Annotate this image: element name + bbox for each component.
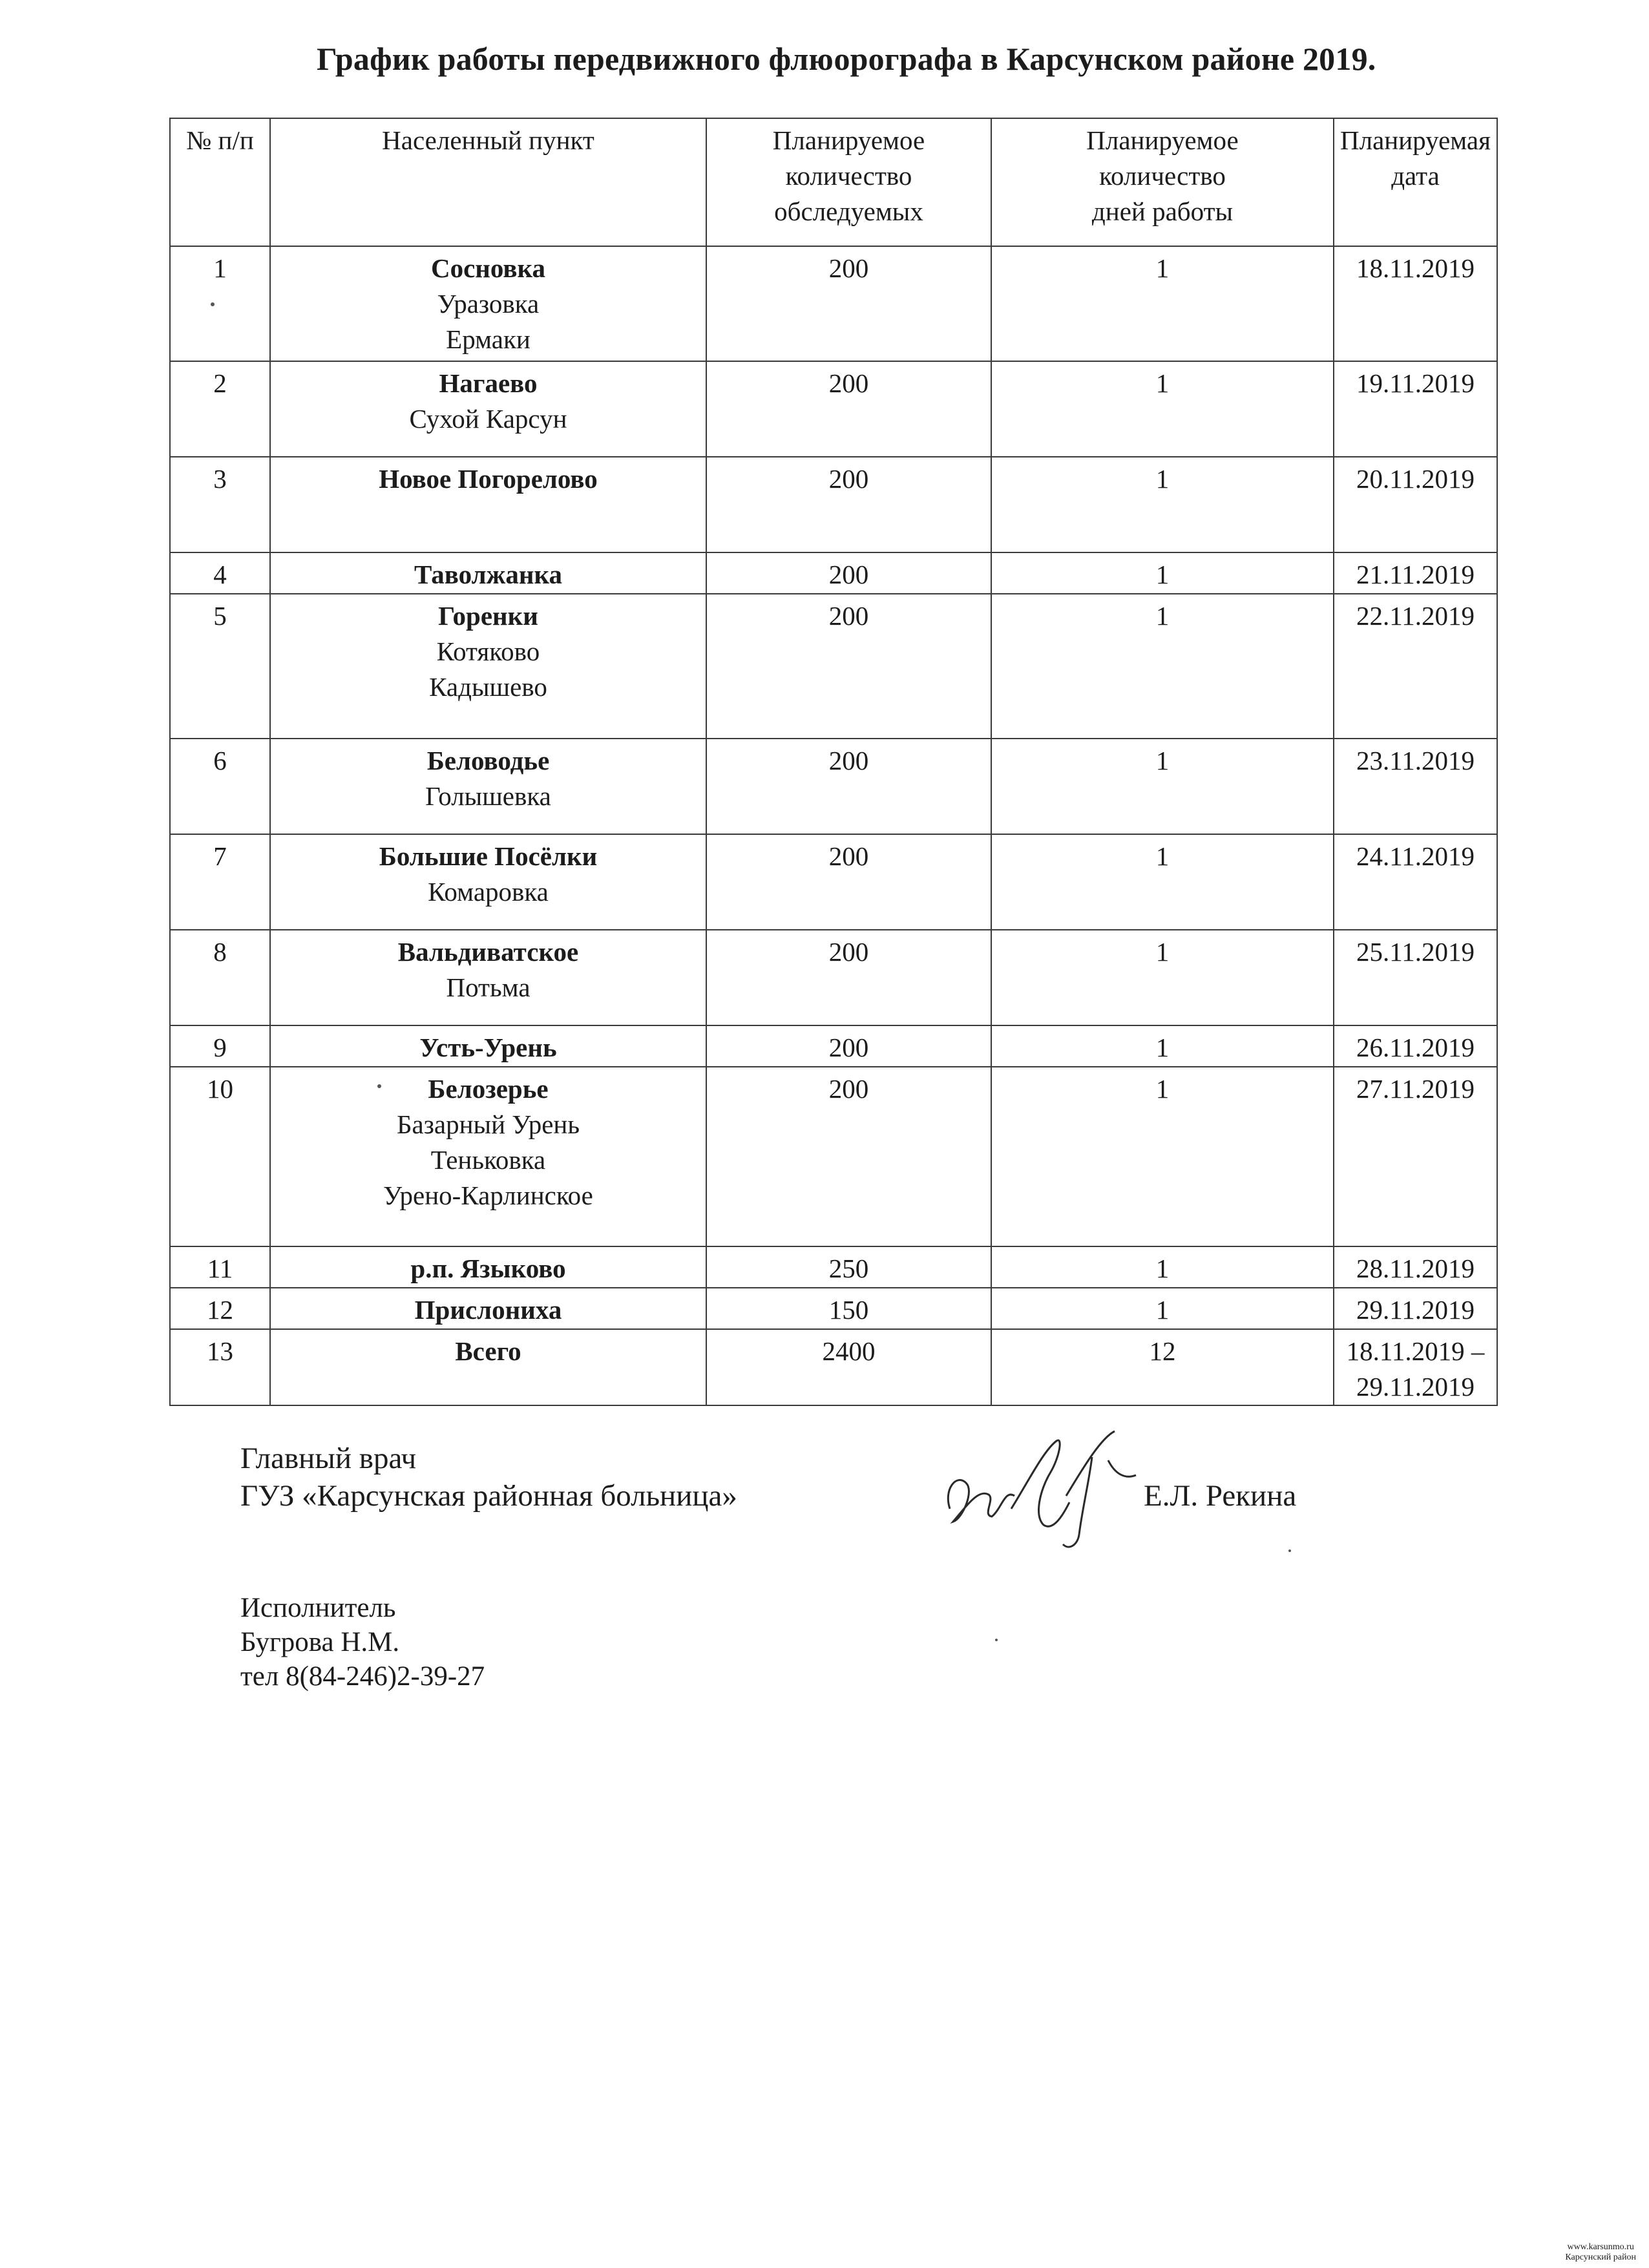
- row-number: 11: [170, 1246, 270, 1288]
- header-count-line: обследуемых: [774, 196, 923, 226]
- row-settlement: [270, 594, 706, 739]
- row-date: [1334, 552, 1497, 594]
- header-days-line: количество: [1099, 161, 1226, 191]
- header-date-line: дата: [1391, 161, 1440, 191]
- row-date: [1334, 739, 1497, 834]
- table-row: [170, 1067, 1497, 1246]
- table-header-row: [170, 118, 1497, 246]
- table-row: [170, 739, 1497, 834]
- settlement-main: Усть-Урень: [419, 1033, 557, 1062]
- table-row: [170, 1025, 1497, 1067]
- row-date-line: 23.11.2019: [1356, 746, 1475, 775]
- row-days: 1: [991, 1025, 1334, 1067]
- row-date-line: 20.11.2019: [1356, 464, 1475, 494]
- row-date-line: 27.11.2019: [1356, 1074, 1475, 1104]
- row-count: 250: [706, 1246, 991, 1288]
- row-number: 1: [170, 246, 270, 361]
- row-count: 200: [706, 457, 991, 552]
- row-count: 150: [706, 1288, 991, 1329]
- row-date: [1334, 1067, 1497, 1246]
- settlement-main: Большие Посёлки: [379, 841, 598, 871]
- row-date-line: 29.11.2019: [1356, 1295, 1475, 1325]
- settlement-main: Прислониха: [414, 1295, 562, 1325]
- watermark-region: Карсунский район: [1565, 2252, 1636, 2262]
- header-num: № п/п: [170, 118, 270, 246]
- site-watermark: [1565, 2242, 1636, 2263]
- row-count: 2400: [706, 1329, 991, 1405]
- row-settlement: [270, 1025, 706, 1067]
- table-row: [170, 834, 1497, 930]
- header-date-line: Планируемая: [1340, 125, 1491, 155]
- row-date: [1334, 1288, 1497, 1329]
- signoff-position-line2: ГУЗ «Карсунская районная больница»: [240, 1479, 737, 1513]
- row-count: 200: [706, 594, 991, 739]
- row-date-line: 18.11.2019 –: [1346, 1336, 1485, 1366]
- row-date-line: 22.11.2019: [1356, 601, 1475, 631]
- executor-name: Бугрова Н.М.: [240, 1627, 400, 1657]
- row-days: 1: [991, 361, 1334, 457]
- row-date: [1334, 457, 1497, 552]
- scan-speck: [995, 1639, 998, 1641]
- row-number: 5: [170, 594, 270, 739]
- settlement-main: Таволжанка: [414, 560, 562, 589]
- row-number: 4: [170, 552, 270, 594]
- settlement-sub: Котяково: [436, 636, 540, 666]
- row-days: 1: [991, 552, 1334, 594]
- header-date: [1334, 118, 1497, 246]
- row-number: 2: [170, 361, 270, 457]
- watermark-url: www.karsunmo.ru: [1567, 2242, 1634, 2252]
- settlement-main: Новое Погорелово: [379, 464, 598, 494]
- row-settlement: [270, 1329, 706, 1405]
- row-settlement: [270, 1288, 706, 1329]
- header-count-line: Планируемое: [772, 125, 925, 155]
- settlement-main: Белозерье: [428, 1074, 549, 1104]
- row-date: [1334, 361, 1497, 457]
- row-count: 200: [706, 739, 991, 834]
- table-row: [170, 594, 1497, 739]
- row-count: 200: [706, 1067, 991, 1246]
- row-date: [1334, 1025, 1497, 1067]
- row-days: 1: [991, 1067, 1334, 1246]
- row-date: [1334, 246, 1497, 361]
- executor-phone: тел 8(84-246)2-39-27: [240, 1661, 485, 1692]
- row-days: 1: [991, 930, 1334, 1025]
- row-count: 200: [706, 834, 991, 930]
- row-settlement: [270, 930, 706, 1025]
- row-days: 1: [991, 1246, 1334, 1288]
- row-count: 200: [706, 1025, 991, 1067]
- settlement-sub: Комаровка: [428, 877, 549, 907]
- row-date-line: 21.11.2019: [1356, 560, 1475, 589]
- settlement-sub: Кадышево: [429, 672, 547, 702]
- scan-speck: [1288, 1549, 1291, 1552]
- executor-label: Исполнитель: [240, 1593, 396, 1623]
- header-days: [991, 118, 1334, 246]
- row-number: 6: [170, 739, 270, 834]
- row-settlement: [270, 834, 706, 930]
- row-days: 1: [991, 594, 1334, 739]
- row-settlement: [270, 552, 706, 594]
- settlement-main: Беловодье: [426, 746, 550, 775]
- header-days-line: Планируемое: [1086, 125, 1239, 155]
- row-settlement: [270, 361, 706, 457]
- row-days: 12: [991, 1329, 1334, 1405]
- row-settlement: [270, 246, 706, 361]
- table-row: [170, 246, 1497, 361]
- row-days: 1: [991, 457, 1334, 552]
- row-count: 200: [706, 552, 991, 594]
- row-date-line: 19.11.2019: [1356, 368, 1475, 398]
- settlement-main: Всего: [455, 1336, 521, 1366]
- table-row: [170, 1329, 1497, 1405]
- settlement-sub: Потьма: [446, 972, 530, 1002]
- document-title: График работы передвижного флюорографа в Карсунском районе 2019.: [317, 41, 1376, 77]
- row-date-line: 29.11.2019: [1356, 1372, 1475, 1402]
- row-number: 9: [170, 1025, 270, 1067]
- header-place: Населенный пункт: [270, 118, 706, 246]
- executor-block: [240, 1591, 485, 1694]
- handwritten-signature: [930, 1412, 1144, 1560]
- signoff-position-line1: Главный врач: [240, 1442, 417, 1475]
- settlement-sub: Базарный Урень: [396, 1109, 580, 1139]
- header-days-line: дней работы: [1091, 196, 1234, 226]
- row-number: 12: [170, 1288, 270, 1329]
- row-date-line: 18.11.2019: [1356, 253, 1475, 283]
- row-number: 3: [170, 457, 270, 552]
- table-row: [170, 552, 1497, 594]
- row-number: 13: [170, 1329, 270, 1405]
- row-date: [1334, 1246, 1497, 1288]
- row-count: 200: [706, 361, 991, 457]
- row-days: 1: [991, 1288, 1334, 1329]
- row-date-line: 24.11.2019: [1356, 841, 1475, 871]
- scan-speck: [377, 1084, 381, 1088]
- signoff-position: [240, 1440, 737, 1515]
- settlement-sub: Теньковка: [430, 1145, 546, 1175]
- row-settlement: [270, 457, 706, 552]
- settlement-main: Сосновка: [430, 253, 546, 283]
- row-count: 200: [706, 246, 991, 361]
- header-count-line: количество: [785, 161, 912, 191]
- row-settlement: [270, 1246, 706, 1288]
- row-date: [1334, 930, 1497, 1025]
- signoff-name: Е.Л. Рекина: [1144, 1479, 1297, 1513]
- row-number: 10: [170, 1067, 270, 1246]
- scan-speck: [211, 302, 215, 306]
- row-number: 8: [170, 930, 270, 1025]
- row-settlement: [270, 1067, 706, 1246]
- row-days: 1: [991, 739, 1334, 834]
- table-row: [170, 361, 1497, 457]
- table-row: [170, 1246, 1497, 1288]
- table-row: [170, 457, 1497, 552]
- row-days: 1: [991, 834, 1334, 930]
- row-number: 7: [170, 834, 270, 930]
- row-date-line: 25.11.2019: [1356, 937, 1475, 967]
- table-row: [170, 1288, 1497, 1329]
- row-date-line: 26.11.2019: [1356, 1033, 1475, 1062]
- settlement-sub: Ермаки: [446, 324, 530, 354]
- settlement-sub: Урено-Карлинское: [383, 1181, 593, 1210]
- settlement-sub: Уразовка: [437, 289, 540, 319]
- settlement-main: Вальдиватское: [397, 937, 579, 967]
- settlement-main: Нагаево: [439, 368, 538, 398]
- row-settlement: [270, 739, 706, 834]
- settlement-sub: Голышевка: [425, 781, 551, 811]
- row-days: 1: [991, 246, 1334, 361]
- row-date: [1334, 594, 1497, 739]
- settlement-main: Горенки: [438, 601, 538, 631]
- row-date: [1334, 834, 1497, 930]
- settlement-main: р.п. Языково: [410, 1254, 566, 1283]
- header-count: [706, 118, 991, 246]
- row-date: [1334, 1329, 1497, 1405]
- row-date-line: 28.11.2019: [1356, 1254, 1475, 1283]
- table-row: [170, 930, 1497, 1025]
- row-count: 200: [706, 930, 991, 1025]
- schedule-table: [169, 118, 1498, 1406]
- settlement-sub: Сухой Карсун: [409, 404, 567, 434]
